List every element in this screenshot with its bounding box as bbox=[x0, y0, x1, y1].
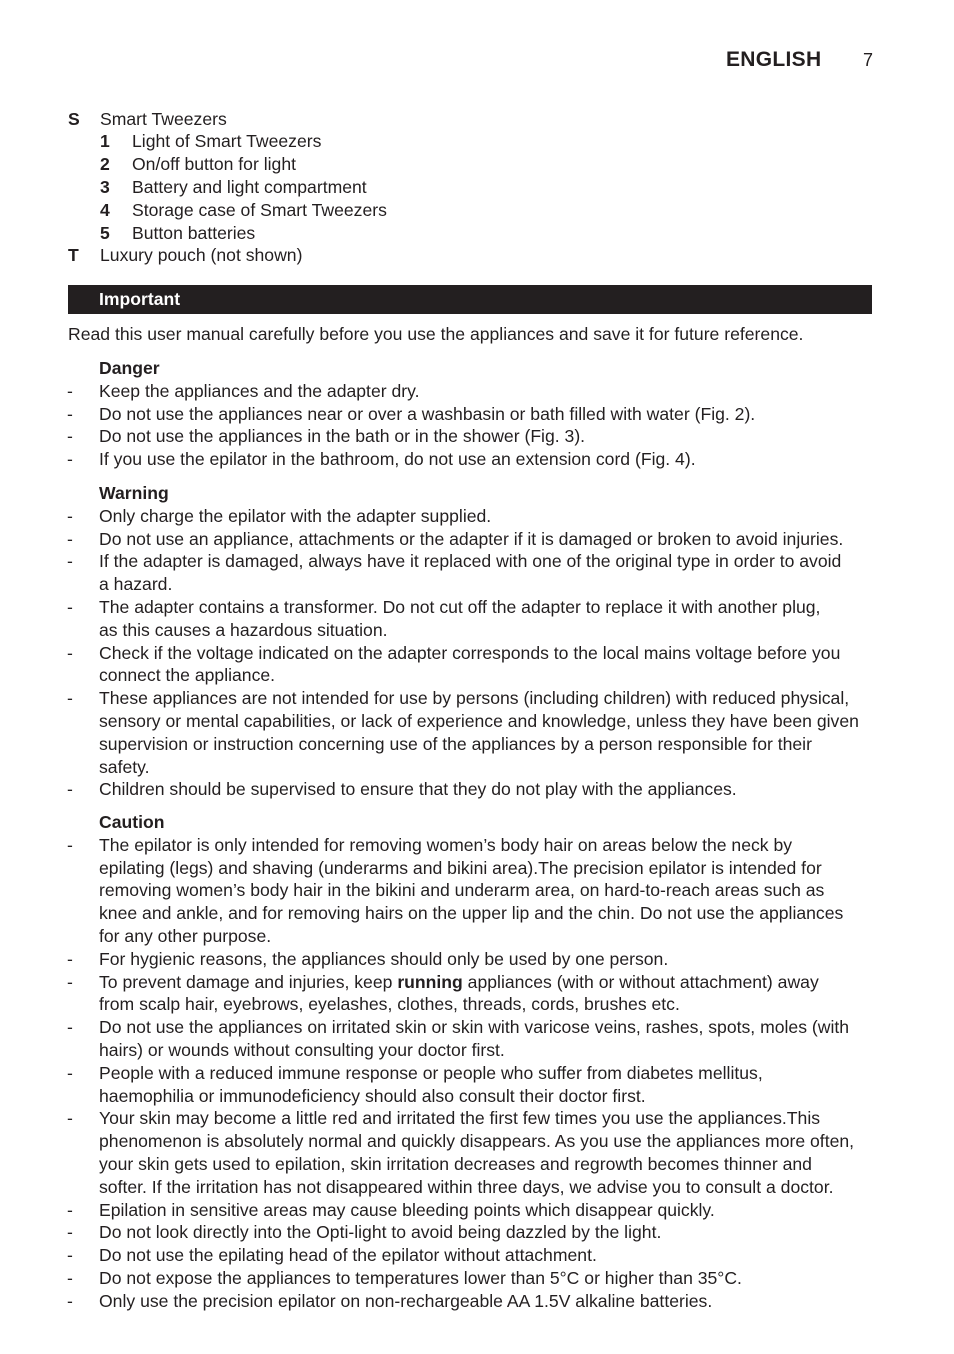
bullet-text: Only use the precision epilator on non-rechargeable AA 1.5V alkaline batteries. bbox=[99, 1290, 713, 1311]
bullet-item bbox=[67, 778, 873, 801]
bullet-text: Your skin may become a little red and irritated the first few times you use the appliances.This phenomenon is absolutely normal and quickly disappears. As you use the appliances more often, your skin gets used to epilation, skin irritation decreases and regrowth becomes thinner and softer. If the irritation has not disappeared within three days, we advise you to consult a doctor. bbox=[99, 1108, 855, 1197]
bullet-text: Do not use the appliances on irritated skin or skin with varicose veins, rashes, spots, moles (with hairs) or wounds without consulting your doctor first. bbox=[99, 1017, 850, 1060]
bullet-dash: - bbox=[67, 528, 73, 549]
bullet-dash: - bbox=[67, 971, 73, 992]
bullet-text: Do not look directly into the Opti-light to avoid being dazzled by the light. bbox=[99, 1222, 662, 1243]
bullet-item bbox=[67, 505, 873, 528]
bullet-item bbox=[67, 1016, 873, 1062]
bullet-dash: - bbox=[67, 551, 73, 572]
bullet-text: The epilator is only intended for removing women’s body hair on areas below the neck by epilating (legs) and shaving (underarms and bikini area).The precision epilator is intended for removing women’s body hair in the bikini and underarm area, on hard-to-reach areas such as knee and ankle, and for removing hairs on the upper lip and the chin. Do not use the appliances for any other purpose. bbox=[99, 834, 844, 946]
bullet-dash: - bbox=[67, 1017, 73, 1038]
bullet-dash: - bbox=[67, 948, 73, 969]
part-label: 1 bbox=[100, 131, 110, 152]
section-title: Danger bbox=[99, 358, 160, 378]
bullet-item bbox=[67, 425, 873, 448]
important-heading-bar bbox=[68, 285, 872, 314]
bullet-dash: - bbox=[67, 597, 73, 617]
bullet-dash: - bbox=[67, 1290, 73, 1311]
bullet-text: Do not use the appliances in the bath or in the shower (Fig. 3). bbox=[99, 426, 586, 447]
bullet-dash: - bbox=[67, 1199, 73, 1220]
bullet-text: For hygienic reasons, the appliances should only be used by one person. bbox=[99, 948, 669, 969]
bullet-item bbox=[67, 642, 873, 688]
bullet-item bbox=[67, 971, 873, 1017]
bullet-dash: - bbox=[67, 426, 73, 447]
part-text: Battery and light compartment bbox=[132, 176, 367, 197]
bullet-item bbox=[67, 380, 873, 403]
bullet-dash: - bbox=[67, 1108, 73, 1129]
bullet-text: Children should be supervised to ensure that they do not play with the appliances. bbox=[99, 779, 737, 800]
bullet-item bbox=[67, 1290, 873, 1313]
bullet-item bbox=[67, 834, 873, 948]
page-number: 7 bbox=[863, 50, 874, 70]
part-text: Luxury pouch (not shown) bbox=[100, 245, 303, 266]
part-label: T bbox=[68, 245, 79, 266]
part-label: S bbox=[68, 108, 80, 129]
bullet-dash: - bbox=[67, 1245, 73, 1266]
bullet-item bbox=[67, 1107, 873, 1198]
part-label: 2 bbox=[100, 154, 110, 175]
bullet-text: Do not use the appliances near or over a washbasin or bath filled with water (Fig. 2). bbox=[99, 403, 756, 424]
bullet-item bbox=[67, 948, 873, 971]
bullet-text: If you use the epilator in the bathroom, do not use an extension cord (Fig. 4). bbox=[99, 449, 696, 470]
important-heading: Important bbox=[99, 289, 181, 309]
bullet-item bbox=[67, 528, 873, 551]
bullet-text: Keep the appliances and the adapter dry. bbox=[99, 380, 420, 401]
bullet-dash: - bbox=[67, 380, 73, 401]
bullet-text: Do not expose the appliances to temperatures lower than 5°C or higher than 35°C. bbox=[99, 1268, 742, 1288]
part-label: 3 bbox=[100, 176, 110, 197]
part-text: Storage case of Smart Tweezers bbox=[132, 199, 387, 220]
bullet-item bbox=[67, 1062, 873, 1108]
part-text: On/off button for light bbox=[132, 154, 296, 175]
bullet-dash: - bbox=[67, 449, 73, 470]
bullet-item bbox=[67, 1244, 873, 1267]
bullet-text: Do not use the epilating head of the epilator without attachment. bbox=[99, 1245, 597, 1266]
part-label: 4 bbox=[100, 199, 110, 220]
bullet-dash: - bbox=[67, 779, 73, 800]
section-title: Caution bbox=[99, 812, 165, 832]
section-title: Warning bbox=[99, 483, 169, 503]
bullet-dash: - bbox=[67, 1222, 73, 1243]
bullet-item bbox=[67, 596, 873, 642]
bullet-text: Only charge the epilator with the adapter supplied. bbox=[99, 505, 492, 526]
bullet-item bbox=[67, 1221, 873, 1244]
bullet-dash: - bbox=[67, 834, 73, 855]
bullet-dash: - bbox=[67, 688, 73, 709]
part-text: Light of Smart Tweezers bbox=[132, 131, 322, 152]
bullet-text: Check if the voltage indicated on the adapter corresponds to the local mains voltage before you connect the appliance. bbox=[99, 642, 841, 686]
part-text: Button batteries bbox=[132, 222, 256, 243]
language-label: ENGLISH bbox=[726, 48, 822, 71]
bullet-dash: - bbox=[67, 505, 73, 526]
page-header bbox=[726, 46, 874, 74]
bullet-item bbox=[67, 1267, 873, 1290]
bullet-item bbox=[67, 448, 873, 471]
bullet-text: To prevent damage and injuries, keep running appliances (with or without attachment) away from scalp hair, eyebrows, eyelashes, clothes, threads, cords, brushes etc. bbox=[99, 971, 819, 1015]
bullet-text: These appliances are not intended for use by persons (including children) with reduced physical, sensory or mental capabilities, or lack of experience and knowledge, unless they have been given supervision or instruction concerning use of the appliances by a person responsible for their safety. bbox=[99, 688, 859, 777]
bullet-item bbox=[67, 403, 873, 426]
bullet-text: Do not use an appliance, attachments or the adapter if it is damaged or broken to avoid injuries. bbox=[99, 528, 844, 549]
bullet-item bbox=[67, 550, 873, 596]
bullet-text: People with a reduced immune response or people who suffer from diabetes mellitus, haemophilia or immunodeficiency should also consult their doctor first. bbox=[99, 1062, 763, 1106]
bullet-dash: - bbox=[67, 642, 73, 663]
bullet-item bbox=[67, 687, 873, 778]
part-label: 5 bbox=[100, 222, 110, 243]
bullet-text: The adapter contains a transformer. Do not cut off the adapter to replace it with another plug, as this causes a hazardous situation. bbox=[99, 597, 821, 640]
intro-paragraph: Read this user manual carefully before you use the appliances and save it for future reference. bbox=[68, 324, 804, 344]
bullet-dash: - bbox=[67, 1062, 73, 1083]
bullet-text: If the adapter is damaged, always have it replaced with one of the original type in order to avoid a hazard. bbox=[99, 551, 842, 595]
bullet-dash: - bbox=[67, 403, 73, 424]
part-text: Smart Tweezers bbox=[100, 108, 227, 129]
bullet-text: Epilation in sensitive areas may cause bleeding points which disappear quickly. bbox=[99, 1199, 715, 1220]
bullet-dash: - bbox=[67, 1268, 73, 1288]
bullet-item bbox=[67, 1199, 873, 1222]
